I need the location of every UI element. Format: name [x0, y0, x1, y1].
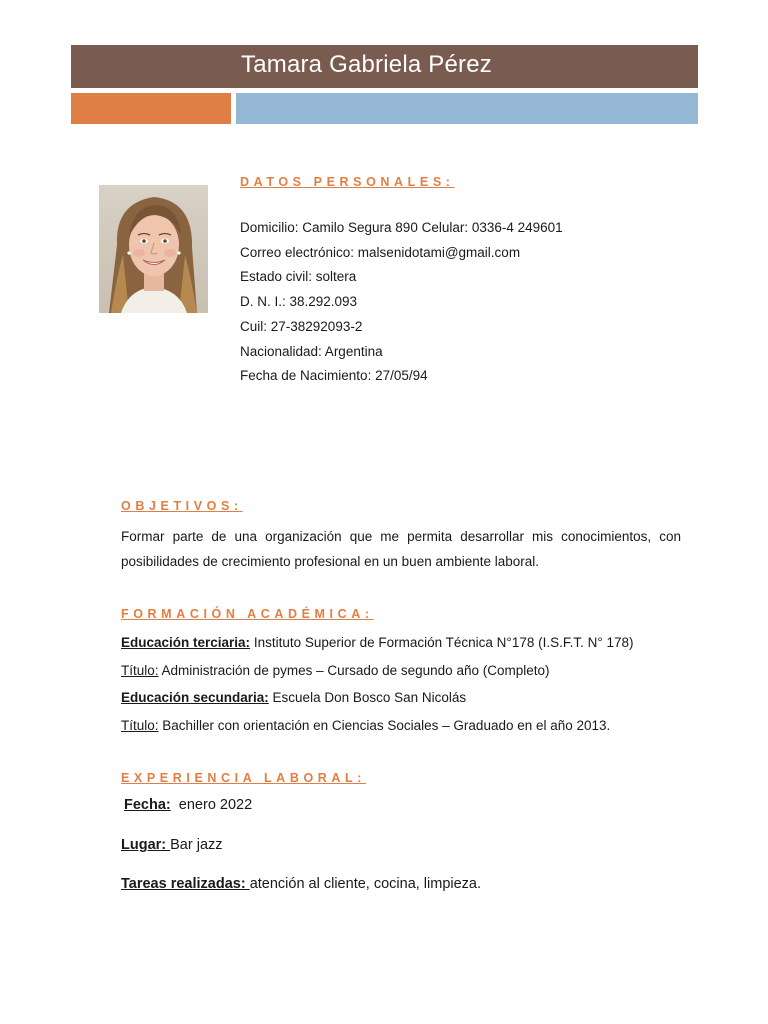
work-date-value: enero 2022 — [170, 797, 253, 813]
secondary-degree-label: Título: — [121, 717, 159, 733]
tertiary-education-label: Educación terciaria: — [121, 635, 251, 650]
address-phone-line: Domicilio: Camilo Segura 890 Celular: 0336-4 249601 — [240, 220, 563, 235]
profile-photo — [99, 185, 208, 313]
tertiary-education-value: Instituto Superior de Formación Técnica N°178 (I.S.F.T. N° 178) — [250, 635, 634, 650]
work-place-line — [121, 837, 223, 853]
work-tasks-label: Tareas realizadas: — [121, 876, 250, 892]
secondary-education-value: Escuela Don Bosco San Nicolás — [268, 690, 467, 705]
secondary-degree-value: Bachiller con orientación en Ciencias Sociales – Graduado en el año 2013. — [158, 717, 611, 733]
title-bar — [71, 45, 698, 88]
portrait-illustration — [99, 185, 208, 313]
secondary-education-label: Educación secundaria: — [121, 690, 269, 705]
email-line: Correo electrónico: malsenidotami@gmail.com — [240, 244, 521, 260]
birth-date-line: Fecha de Nacimiento: 27/05/94 — [240, 368, 428, 384]
blue-accent-bar — [236, 93, 698, 124]
work-tasks-line — [121, 876, 481, 892]
orange-accent-bar — [71, 93, 231, 124]
tertiary-education-item — [121, 629, 701, 657]
dni-line: D. N. I.: 38.292.093 — [240, 294, 358, 310]
nationality-line: Nacionalidad: Argentina — [240, 343, 383, 359]
work-tasks-value: atención al cliente, cocina, limpieza. — [249, 876, 482, 892]
education-list — [121, 629, 701, 739]
work-date-line — [124, 797, 252, 813]
work-place-value: Bar jazz — [170, 837, 223, 853]
personal-data-list — [240, 216, 670, 389]
marital-status-line: Estado civil: soltera — [240, 269, 357, 285]
work-place-label: Lugar: — [121, 837, 171, 853]
objectives-text: Formar parte de una organización que me permita desarrollar mis conocimientos, con posibilidades de crecimiento profesional en un buen ambiente laboral. — [121, 529, 681, 569]
education-heading: FORMACIÓN ACADÉMICA: — [121, 607, 374, 621]
objectives-heading: OBJETIVOS: — [121, 499, 243, 513]
tertiary-degree-label: Título: — [121, 662, 159, 678]
personal-data-heading: DATOS PERSONALES: — [240, 175, 455, 189]
work-experience-heading: EXPERIENCIA LABORAL: — [121, 771, 367, 785]
work-date-label: Fecha: — [124, 797, 171, 813]
secondary-degree-item — [121, 712, 701, 740]
secondary-education-item — [121, 684, 701, 712]
cuil-line: Cuil: 27-38292093-2 — [240, 318, 363, 334]
tertiary-degree-value: Administración de pymes – Cursado de segundo año (Completo) — [158, 662, 550, 678]
cv-name-title: Tamara Gabriela Pérez — [241, 51, 492, 78]
tertiary-degree-item — [121, 657, 701, 685]
